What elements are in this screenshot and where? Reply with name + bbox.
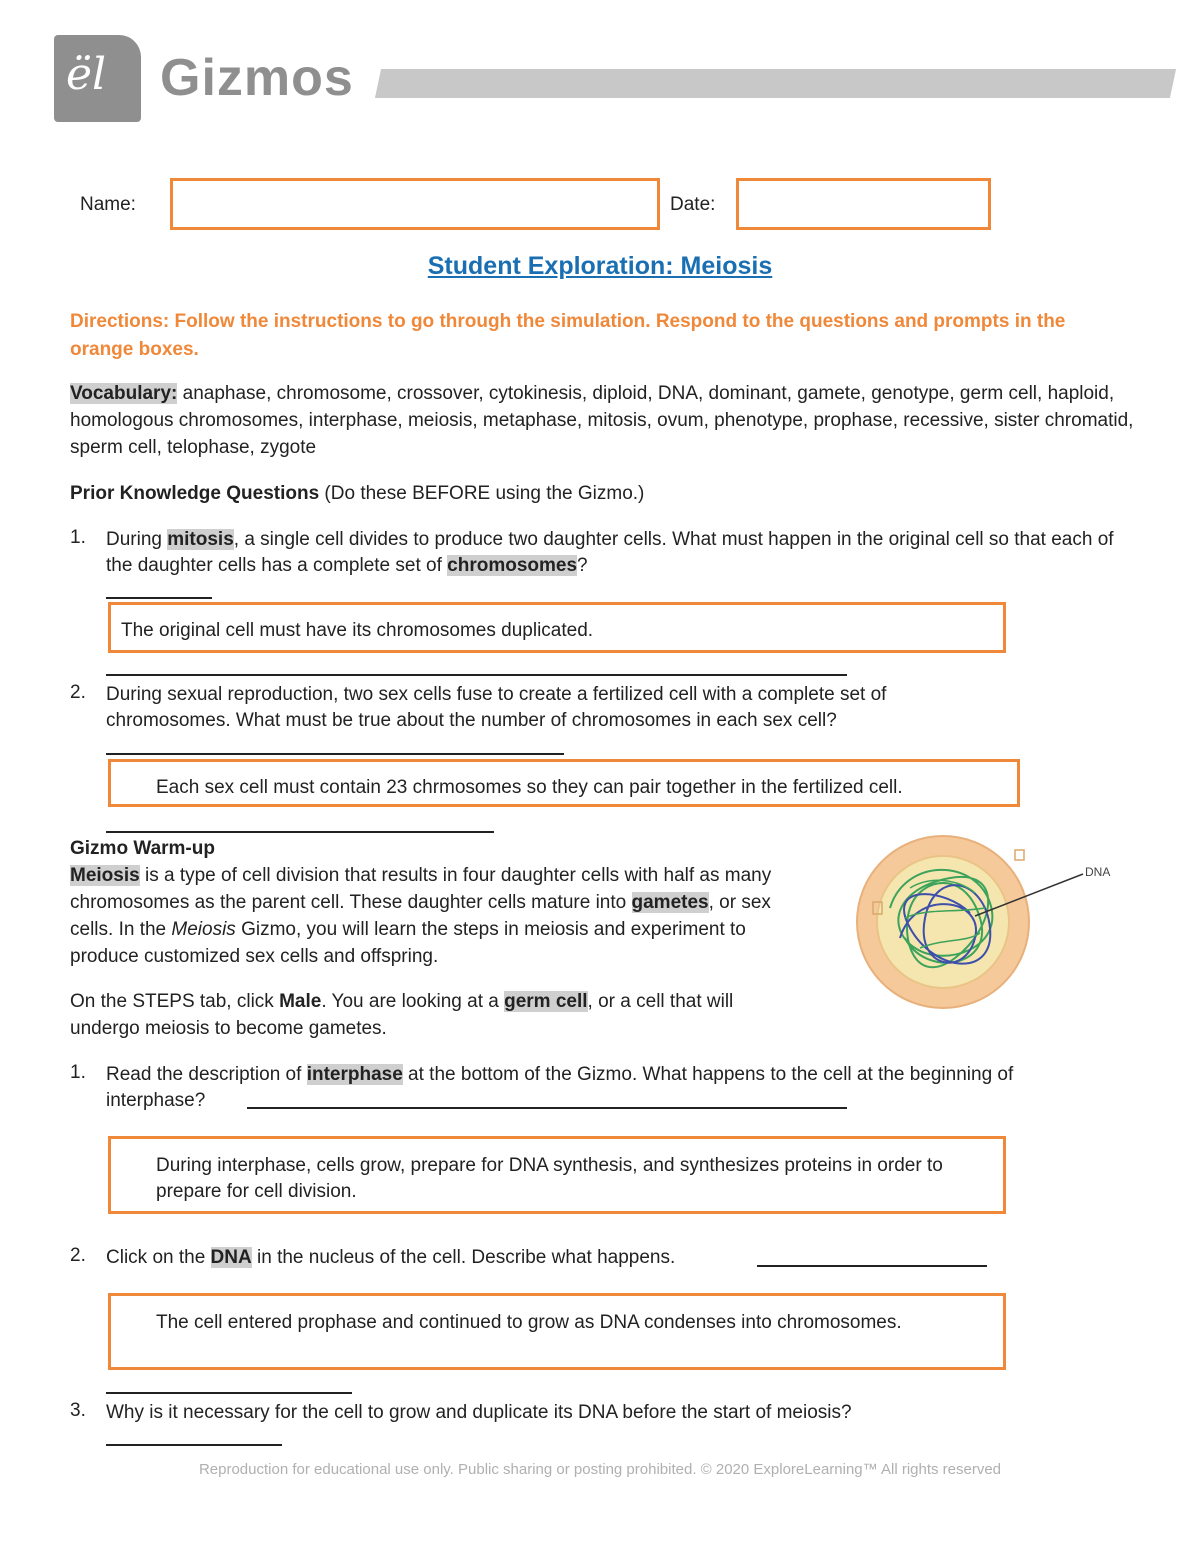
warmup-paragraph-1: Meiosis is a type of cell division that results in four daughter cells with half as many chromosomes as the parent cell. These daughter cells mature into gametes, or sex cells. In the Meiosis Gizmo, you will learn the steps in meiosis and experiment to produce customized sex cells and offspring. — [70, 865, 772, 967]
answer-line — [106, 597, 212, 599]
warmup-q3-text: Why is it necessary for the cell to grow and duplicate its DNA before the start of meiosis? — [106, 1402, 852, 1423]
answer-line — [247, 1107, 847, 1109]
warmup-q1-text: Read the description of interphase at the bottom of the Gizmo. What happens to the cell at the beginning of interphase? — [106, 1064, 1014, 1111]
prior-q2-number: 2. — [70, 682, 86, 703]
warmup-paragraph-2: On the STEPS tab, click Male. You are looking at a germ cell, or a cell that will undergo meiosis to become gametes. — [70, 991, 734, 1039]
dna-label: DNA — [1085, 865, 1111, 879]
date-field[interactable] — [736, 178, 991, 230]
vocabulary-label: Vocabulary: — [70, 383, 178, 404]
warmup-q3-number: 3. — [70, 1400, 86, 1421]
page-title: Student Exploration: Meiosis — [427, 252, 773, 280]
warmup-q2-answer-box[interactable]: The cell entered prophase and continued to grow as DNA condenses into chromosomes. — [108, 1293, 1006, 1370]
prior-q1-text: During mitosis, a single cell divides to produce two daughter cells. What must happen in the original cell so that each of the daughter cells has a complete set of chromosomes? — [106, 529, 1114, 576]
answer-line — [106, 1444, 282, 1446]
prior-q1-answer-box[interactable]: The original cell must have its chromosomes duplicated. — [108, 602, 1006, 653]
germ-cell-figure[interactable] — [855, 818, 1125, 1033]
date-label: Date: — [670, 194, 716, 215]
warmup-q1-number: 1. — [70, 1062, 86, 1083]
warmup-q1-answer-box[interactable]: During interphase, cells grow, prepare for DNA synthesis, and synthesizes proteins in order to prepare for cell division. — [108, 1136, 1006, 1214]
footer-copyright: Reproduction for educational use only. Public sharing or posting prohibited. © 2020 ExploreLearning™ All rights reserved — [198, 1461, 1002, 1478]
warmup-q2-text: Click on the DNA in the nucleus of the cell. Describe what happens. — [106, 1247, 676, 1268]
directions: Directions: Follow the instructions to go through the simulation. Respond to the questions and prompts in the orange boxes. — [70, 311, 1066, 360]
name-label: Name: — [80, 194, 136, 215]
prior-q2-answer-box[interactable]: Each sex cell must contain 23 chrmosomes so they can pair together in the fertilized cell. — [108, 759, 1020, 807]
brand-title: Gizmos — [160, 49, 354, 107]
prior-knowledge-heading: Prior Knowledge Questions (Do these BEFORE using the Gizmo.) — [70, 483, 645, 504]
answer-line — [757, 1265, 987, 1267]
answer-line — [106, 674, 847, 676]
header-bar — [375, 69, 1176, 98]
answer-line — [106, 831, 494, 833]
warmup-heading: Gizmo Warm-up — [70, 838, 215, 859]
vocabulary: Vocabulary: anaphase, chromosome, crossover, cytokinesis, diploid, DNA, dominant, gamete, genotype, germ cell, haploid, homologous chromosomes, interphase, meiosis, metaphase, mitosis, ovum, phenotype, prophase, recessive, sister chromatid, sperm cell, telophase, zygote — [70, 383, 1134, 458]
explorelearning-logo: ël — [54, 35, 141, 122]
answer-line — [106, 1392, 352, 1394]
centrosome — [1015, 850, 1024, 860]
prior-q2-text: During sexual reproduction, two sex cells fuse to create a fertilized cell with a complete set of chromosomes. What must be true about the number of chromosomes in each sex cell? — [106, 684, 887, 731]
warmup-q2-number: 2. — [70, 1245, 86, 1266]
answer-line — [106, 753, 564, 755]
prior-q1-number: 1. — [70, 527, 86, 548]
name-field[interactable] — [170, 178, 660, 230]
